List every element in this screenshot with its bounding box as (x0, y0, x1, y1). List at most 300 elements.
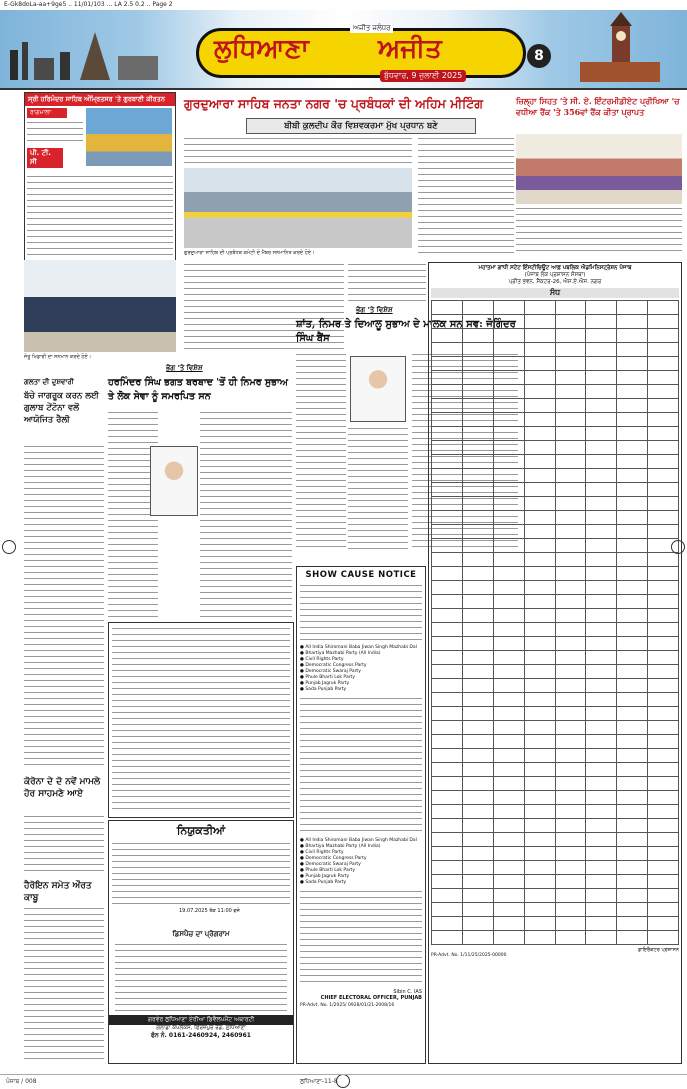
table-cell (524, 301, 555, 315)
table-cell (524, 553, 555, 567)
bottom-left-label: ਪੰਜਾਬ / 008 (6, 1078, 37, 1085)
table-cell (462, 483, 493, 497)
table-cell (462, 637, 493, 651)
table-row (432, 315, 679, 329)
table-cell (524, 343, 555, 357)
table-cell (462, 749, 493, 763)
table-cell (586, 497, 617, 511)
clock-tower-icon (560, 10, 680, 86)
table-cell (493, 861, 524, 875)
left-top-banner: ਸ੍ਰੀ ਹਰਿਮੰਦਰ ਸਾਹਿਬ ਅੰਮ੍ਰਿਤਸਰ 'ਤੇ ਗੁਰਬਾਣੀ ਕੀਰਤਨ (25, 93, 175, 106)
table-cell (462, 609, 493, 623)
table-cell (586, 707, 617, 721)
table-cell (493, 441, 524, 455)
table-cell (462, 427, 493, 441)
table-cell (432, 763, 463, 777)
table-cell (586, 427, 617, 441)
main-headline: ਗੁਰਦੁਆਰਾ ਸਾਹਿਬ ਜਨਤਾ ਨਗਰ 'ਚ ਪ੍ਰਬੰਧਕਾਂ ਦੀ ਅਹਿਮ ਮੀਟਿੰਗ (184, 96, 483, 111)
show-cause-party-list-2 (300, 838, 422, 886)
table-cell (555, 525, 586, 539)
table-cell (617, 763, 648, 777)
table-cell (586, 343, 617, 357)
table-row (432, 665, 679, 679)
table-cell (617, 595, 648, 609)
table-cell (617, 539, 648, 553)
table-row (432, 329, 679, 343)
table-row (432, 567, 679, 581)
appointments-text (112, 841, 290, 905)
tender-notice-text (112, 626, 290, 812)
show-cause-party-item: ● Phule Bharti Lok Party (300, 868, 355, 873)
table-row (432, 931, 679, 945)
table-cell (462, 931, 493, 945)
table-cell (617, 343, 648, 357)
table-cell (524, 483, 555, 497)
table-cell (617, 805, 648, 819)
table-cell (586, 805, 617, 819)
table-cell (586, 483, 617, 497)
table-cell (493, 749, 524, 763)
table-cell (617, 567, 648, 581)
sports-photo-caption: ਜੇਤੂ ਖਿਡਾਰੀ ਦਾ ਸਨਮਾਨ ਕਰਦੇ ਹੋਏ। (24, 354, 92, 360)
table-cell (586, 875, 617, 889)
left-top-section-badge: ਪੀ. ਟੀ. ਸੀ (27, 148, 63, 168)
table-cell (555, 315, 586, 329)
table-cell (493, 679, 524, 693)
sports-award-photo (24, 260, 176, 352)
table-cell (617, 385, 648, 399)
table-cell (586, 539, 617, 553)
table-cell (617, 581, 648, 595)
table-cell (524, 805, 555, 819)
table-cell (524, 623, 555, 637)
table-cell (648, 847, 679, 861)
table-cell (617, 931, 648, 945)
table-cell (586, 749, 617, 763)
table-cell (555, 721, 586, 735)
table-cell (524, 721, 555, 735)
table-cell (462, 301, 493, 315)
table-cell (524, 427, 555, 441)
table-cell (648, 469, 679, 483)
table-row (432, 917, 679, 931)
table-cell (432, 315, 463, 329)
masthead-top-label: ਅਜੀਤ ਜਲੰਧਰ (350, 24, 393, 33)
table-cell (648, 903, 679, 917)
table-cell (524, 665, 555, 679)
obituary-2-text-a (296, 352, 346, 552)
table-row (432, 301, 679, 315)
table-row (432, 763, 679, 777)
table-cell (462, 889, 493, 903)
table-cell (462, 693, 493, 707)
table-cell (555, 735, 586, 749)
table-row (432, 455, 679, 469)
left-story-kicker: ਗਲਤਾ ਦੀ ਦੁਸ਼ਵਾਰੀ (24, 378, 74, 386)
table-cell (493, 875, 524, 889)
table-cell (586, 357, 617, 371)
notice-org-line2: (ਪੰਜਾਬ ਲੋਕ ਪ੍ਰਸ਼ਾਸਨ ਸੰਸਥਾ) (524, 272, 586, 278)
table-cell (617, 819, 648, 833)
table-cell (462, 665, 493, 679)
table-cell (586, 721, 617, 735)
show-cause-party-item: ● Sada Punjab Party (300, 880, 347, 885)
table-row (432, 623, 679, 637)
table-cell (586, 399, 617, 413)
table-cell (648, 777, 679, 791)
mid-article-text-2 (348, 262, 426, 302)
table-cell (462, 595, 493, 609)
table-row (432, 525, 679, 539)
table-cell (586, 525, 617, 539)
table-cell (493, 707, 524, 721)
show-cause-title: SHOW CAUSE NOTICE (305, 570, 417, 580)
table-cell (555, 567, 586, 581)
appointments-footer-addr: ਗਲਾਡਾ ਕੰਪਲੈਕਸ, ਫਿਰੋਜ਼ਪੁਰ ਰੋਡ, ਲੁਧਿਆਣਾ (156, 1025, 246, 1031)
table-cell (524, 637, 555, 651)
show-cause-party-item: ● Sada Punjab Party (300, 687, 347, 692)
table-cell (524, 819, 555, 833)
table-cell (493, 483, 524, 497)
obituary-1-title: ਹਰਮਿੰਦਰ ਸਿੰਘ ਭਗਤ ਬਰਬਾਦ 'ਤੋਂ ਹੀ ਨਿਮਰ ਸੁਭਾਅ ਤੇ ਲੋਕ ਸੇਵਾ ਨੂੰ ਸਮਰਪਿਤ ਸਨ (108, 377, 288, 402)
table-cell (462, 399, 493, 413)
table-cell (493, 819, 524, 833)
obituary-1-text-b (200, 410, 292, 620)
table-cell (524, 371, 555, 385)
table-cell (462, 707, 493, 721)
table-row (432, 385, 679, 399)
table-cell (617, 497, 648, 511)
table-cell (555, 609, 586, 623)
appointments-ad (108, 820, 294, 1064)
table-cell (617, 483, 648, 497)
table-cell (617, 427, 648, 441)
table-cell (524, 693, 555, 707)
show-cause-party-item: ● Civil Rights Party (300, 850, 344, 855)
table-cell (462, 525, 493, 539)
table-cell (462, 735, 493, 749)
table-cell (432, 651, 463, 665)
obituary-2-text-b (348, 426, 408, 552)
table-cell (524, 651, 555, 665)
table-cell (432, 343, 463, 357)
table-cell (555, 749, 586, 763)
table-cell (555, 707, 586, 721)
table-cell (462, 819, 493, 833)
table-cell (493, 469, 524, 483)
table-cell (432, 917, 463, 931)
table-cell (617, 889, 648, 903)
table-cell (462, 511, 493, 525)
notice-org-line3: ਪ੍ਰੀਤ ਭਵਨ, ਸੈਕਟਰ-26, ਐਸ.ਏ.ਐਸ. ਨਗਰ (508, 279, 602, 285)
table-cell (524, 861, 555, 875)
table-cell (462, 553, 493, 567)
table-cell (617, 315, 648, 329)
table-cell (432, 903, 463, 917)
table-row (432, 399, 679, 413)
table-cell (524, 735, 555, 749)
table-cell (524, 525, 555, 539)
appointments-program-list (115, 942, 287, 1012)
table-cell (432, 889, 463, 903)
masthead-brand-title: ਅਜੀਤ (378, 34, 442, 64)
table-cell (617, 861, 648, 875)
table-cell (493, 665, 524, 679)
table-cell (462, 413, 493, 427)
table-row (432, 805, 679, 819)
table-cell (617, 917, 648, 931)
show-cause-intro (300, 583, 422, 643)
show-cause-party-item: ● Democratic Congress Party (300, 856, 367, 861)
table-cell (586, 861, 617, 875)
table-cell (617, 791, 648, 805)
table-cell (555, 469, 586, 483)
table-cell (617, 511, 648, 525)
table-cell (555, 385, 586, 399)
table-cell (493, 805, 524, 819)
show-cause-party-list (300, 645, 422, 693)
table-cell (462, 567, 493, 581)
table-cell (648, 581, 679, 595)
table-cell (493, 301, 524, 315)
table-cell (524, 315, 555, 329)
table-row (432, 511, 679, 525)
table-cell (586, 511, 617, 525)
table-cell (648, 707, 679, 721)
table-cell (493, 931, 524, 945)
table-cell (555, 875, 586, 889)
table-cell (586, 329, 617, 343)
table-cell (648, 861, 679, 875)
appointments-program-title: ਡਿਸਪੈਚ ਦਾ ਪ੍ਰੋਗਰਾਮ (172, 930, 230, 938)
table-cell (586, 847, 617, 861)
table-row (432, 749, 679, 763)
table-cell (555, 357, 586, 371)
show-cause-adv-no: PR-Advt. No. 1/2025/ 0928/01/21-2008/16 (300, 1003, 395, 1008)
table-cell (555, 511, 586, 525)
table-cell (493, 637, 524, 651)
table-cell (586, 917, 617, 931)
table-cell (432, 721, 463, 735)
table-cell (617, 777, 648, 791)
table-cell (493, 539, 524, 553)
table-cell (555, 693, 586, 707)
table-cell (617, 903, 648, 917)
table-row (432, 791, 679, 805)
bottom-center-label: ਲੁਧਿਆਣਾ-11-8 (300, 1078, 338, 1085)
table-row (432, 889, 679, 903)
table-cell (493, 889, 524, 903)
table-cell (555, 931, 586, 945)
table-cell (586, 567, 617, 581)
table-cell (617, 749, 648, 763)
table-cell (462, 497, 493, 511)
table-cell (432, 413, 463, 427)
table-cell (524, 511, 555, 525)
table-cell (493, 385, 524, 399)
table-cell (493, 735, 524, 749)
table-cell (617, 651, 648, 665)
table-row (432, 595, 679, 609)
table-cell (493, 595, 524, 609)
table-cell (524, 833, 555, 847)
table-cell (555, 763, 586, 777)
appointments-title: ਨਿਯੁਕਤੀਆਂ (176, 824, 226, 837)
table-cell (586, 455, 617, 469)
table-cell (493, 651, 524, 665)
table-cell (493, 511, 524, 525)
table-cell (648, 735, 679, 749)
table-cell (432, 399, 463, 413)
table-cell (432, 805, 463, 819)
table-cell (524, 931, 555, 945)
table-cell (617, 735, 648, 749)
golden-temple-photo (86, 108, 172, 166)
table-cell (648, 665, 679, 679)
table-cell (493, 427, 524, 441)
table-cell (617, 679, 648, 693)
main-article-text (184, 136, 412, 164)
show-cause-signoff-title: CHIEF ELECTORAL OFFICER, PUNJAB (320, 995, 422, 1001)
table-cell (555, 539, 586, 553)
table-cell (493, 553, 524, 567)
table-cell (648, 329, 679, 343)
table-cell (432, 385, 463, 399)
table-cell (648, 623, 679, 637)
obituary-2-label: ਭੋਗ 'ਤੇ ਵਿਸ਼ੇਸ਼ (356, 306, 393, 314)
table-cell (555, 903, 586, 917)
table-cell (555, 553, 586, 567)
table-row (432, 371, 679, 385)
table-cell (524, 497, 555, 511)
table-cell (648, 805, 679, 819)
table-cell (555, 595, 586, 609)
table-row (432, 693, 679, 707)
table-cell (555, 777, 586, 791)
table-cell (617, 623, 648, 637)
table-cell (648, 413, 679, 427)
table-cell (462, 805, 493, 819)
table-row (432, 469, 679, 483)
table-cell (432, 623, 463, 637)
table-row (432, 539, 679, 553)
show-cause-party-item: ● Punjab Jagruk Party (300, 681, 350, 686)
table-cell (648, 455, 679, 469)
table-cell (524, 903, 555, 917)
table-cell (555, 497, 586, 511)
table-cell (617, 329, 648, 343)
table-cell (462, 539, 493, 553)
table-cell (493, 903, 524, 917)
show-cause-notice (296, 566, 426, 1064)
table-cell (586, 651, 617, 665)
table-cell (462, 721, 493, 735)
table-cell (432, 735, 463, 749)
clock-tower-silhouette-left (0, 12, 180, 84)
obituary-2-title: ਸ਼ਾਂਤ, ਨਿਮਰ ਤੇ ਦਿਆਲੂ ਸੁਭਾਅ ਦੇ ਮਾਲਕ ਸਨ ਸਵ: ਜੋਗਿੰਦਰ ਸਿੰਘ ਬੈਂਸ (296, 319, 516, 344)
table-cell (432, 511, 463, 525)
table-cell (648, 721, 679, 735)
table-cell (648, 371, 679, 385)
table-cell (586, 371, 617, 385)
table-cell (586, 623, 617, 637)
table-cell (432, 371, 463, 385)
masthead-city-title: ਲੁਧਿਆਣਾ (214, 34, 309, 64)
table-cell (432, 567, 463, 581)
table-row (432, 875, 679, 889)
table-cell (493, 329, 524, 343)
table-cell (432, 609, 463, 623)
show-cause-party-item: ● Punjab Jagruk Party (300, 874, 350, 879)
table-row (432, 847, 679, 861)
show-cause-party-item: ● Phule Bharti Lok Party (300, 675, 355, 680)
table-row (432, 637, 679, 651)
table-cell (648, 567, 679, 581)
show-cause-party-item: ● Democratic Congress Party (300, 663, 367, 668)
table-cell (493, 581, 524, 595)
table-cell (648, 511, 679, 525)
table-cell (555, 441, 586, 455)
table-cell (524, 609, 555, 623)
table-cell (586, 553, 617, 567)
table-cell (462, 679, 493, 693)
table-cell (648, 525, 679, 539)
table-cell (648, 343, 679, 357)
table-cell (462, 581, 493, 595)
table-cell (555, 847, 586, 861)
table-row (432, 707, 679, 721)
appointments-footer-org: ਗਰਵੇਰ ਲੁਧਿਆਣਾ ਏਰੀਆ ਡਿਵੈਲਪਮੈਂਟ ਅਥਾਰਟੀ (109, 1015, 293, 1025)
table-cell (524, 763, 555, 777)
left-story-title: ਬੱਚੇ ਜਾਗਰੂਕ ਕਰਨ ਲਈ ਗੁਲਾਬ ਟੇਂਟੋਨਾ ਵਲੋਂ ਆਯੋਜਿਤ ਰੈਲੀ (24, 391, 99, 425)
table-cell (524, 791, 555, 805)
table-cell (555, 679, 586, 693)
table-cell (648, 763, 679, 777)
table-cell (462, 833, 493, 847)
table-row (432, 833, 679, 847)
table-row (432, 861, 679, 875)
table-cell (462, 903, 493, 917)
left-top-text-a (27, 120, 83, 146)
table-cell (648, 931, 679, 945)
table-cell (462, 875, 493, 889)
table-cell (493, 357, 524, 371)
show-cause-party-item: ● All India Shiromani Baba Jiwan Singh Mazhabi Dal (300, 838, 417, 843)
table-cell (493, 777, 524, 791)
table-cell (586, 889, 617, 903)
table-cell (648, 441, 679, 455)
table-cell (462, 791, 493, 805)
table-cell (617, 721, 648, 735)
notice-table (431, 300, 679, 945)
show-cause-party-item: ● Bhartiya Mazhabi Party (All India) (300, 844, 381, 849)
table-cell (617, 637, 648, 651)
table-cell (555, 427, 586, 441)
table-cell (462, 343, 493, 357)
table-cell (462, 385, 493, 399)
table-cell (462, 847, 493, 861)
table-cell (586, 903, 617, 917)
table-cell (555, 665, 586, 679)
left-top-badge: ਰਾਗਮਾਲਾ (27, 108, 67, 118)
table-cell (524, 749, 555, 763)
table-cell (648, 427, 679, 441)
table-cell (524, 875, 555, 889)
table-cell (432, 819, 463, 833)
table-cell (555, 833, 586, 847)
table-cell (586, 301, 617, 315)
table-cell (493, 413, 524, 427)
